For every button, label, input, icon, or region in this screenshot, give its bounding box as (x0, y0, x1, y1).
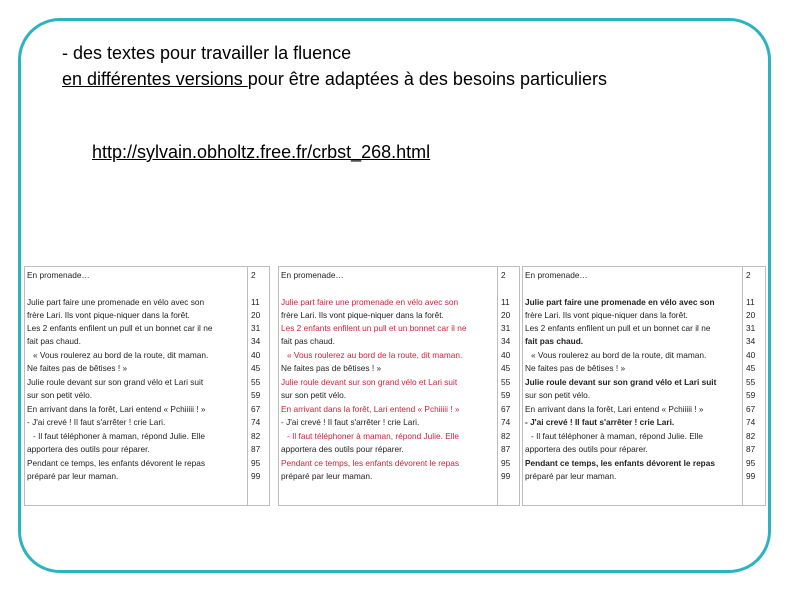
text-line: « Vous roulerez au bord de la route, dit maman. (287, 350, 463, 360)
text-line: En arrivant dans la forêt, Lari entend « Pchiiiii ! » (27, 404, 206, 414)
word-count: 40 (501, 350, 511, 360)
text-line: Julie part faire une promenade en vélo avec son (281, 297, 459, 307)
text-line: Julie roule devant sur son grand vélo et Lari suit (27, 377, 204, 387)
word-count: 67 (746, 404, 756, 414)
text-line: En arrivant dans la forêt, Lari entend « Pchiiiii ! » (525, 404, 704, 414)
word-count: 87 (501, 444, 511, 454)
text-line: fait pas chaud. (27, 336, 81, 346)
text-line: - Il faut téléphoner à maman, répond Julie. Elle (287, 431, 460, 441)
word-count: 11 (746, 297, 755, 307)
text-line: frère Lari. Ils vont pique-niquer dans la forêt. (281, 310, 444, 320)
word-count-column (497, 267, 519, 505)
heading-line-1: - des textes pour travailler la fluence (62, 43, 352, 63)
word-count: 20 (746, 310, 756, 320)
panel-title: En promenade… (525, 270, 588, 280)
word-count: 99 (746, 471, 756, 481)
text-line: Les 2 enfants enfilent un pull et un bonnet car il ne (281, 323, 467, 333)
word-count: 31 (251, 323, 261, 333)
text-line: En arrivant dans la forêt, Lari entend « Pchiiiii ! » (281, 404, 460, 414)
text-line: fait pas chaud. (525, 336, 584, 346)
word-count: 55 (501, 377, 511, 387)
text-panel-bold (522, 266, 766, 506)
word-count-column (742, 267, 765, 505)
word-count: 67 (501, 404, 511, 414)
text-line: « Vous roulerez au bord de la route, dit maman. (531, 350, 707, 360)
word-count: 74 (501, 417, 511, 427)
heading-line-2-underlined: en différentes versions (62, 69, 248, 89)
word-count: 87 (746, 444, 756, 454)
word-count: 34 (746, 336, 756, 346)
heading (62, 40, 607, 92)
word-count: 40 (746, 350, 756, 360)
text-line: - J'ai crevé ! Il faut s'arrêter ! crie Lari. (27, 417, 166, 427)
word-count: 59 (251, 390, 261, 400)
text-line: Julie part faire une promenade en vélo avec son (27, 297, 205, 307)
word-count: 45 (501, 363, 511, 373)
text-line: Pendant ce temps, les enfants dévorent le repas (27, 458, 206, 468)
word-count: 74 (746, 417, 756, 427)
text-column (25, 267, 248, 505)
source-link[interactable]: http://sylvain.obholtz.free.fr/crbst_268.html (92, 142, 431, 162)
text-line: apportera des outils pour réparer. (281, 444, 404, 454)
word-count: 55 (251, 377, 261, 387)
heading-line-2 (62, 66, 607, 92)
word-count: 95 (746, 458, 756, 468)
text-line: sur son petit vélo. (525, 390, 591, 400)
word-count: 67 (251, 404, 261, 414)
text-line: Julie roule devant sur son grand vélo et Lari suit (525, 377, 717, 387)
word-count: 59 (501, 390, 511, 400)
word-count: 20 (251, 310, 261, 320)
text-line: « Vous roulerez au bord de la route, dit maman. (33, 350, 209, 360)
word-count: 99 (251, 471, 261, 481)
text-line: sur son petit vélo. (27, 390, 93, 400)
word-count: 82 (501, 431, 511, 441)
word-count: 74 (251, 417, 261, 427)
word-count: 34 (501, 336, 511, 346)
panel-title-num: 2 (746, 270, 751, 280)
text-line: - Il faut téléphoner à maman, répond Julie. Elle (531, 431, 704, 441)
word-count: 95 (251, 458, 261, 468)
word-count: 95 (501, 458, 511, 468)
word-count: 87 (251, 444, 261, 454)
text-line: frère Lari. Ils vont pique-niquer dans la forêt. (525, 310, 688, 320)
text-panel-colored (278, 266, 520, 506)
panel-title: En promenade… (27, 270, 90, 280)
text-line: Les 2 enfants enfilent un pull et un bonnet car il ne (27, 323, 213, 333)
text-line: - J'ai crevé ! Il faut s'arrêter ! crie Lari. (525, 417, 675, 427)
word-count: 55 (746, 377, 756, 387)
text-line: préparé par leur maman. (525, 471, 617, 481)
word-count: 45 (746, 363, 756, 373)
text-line: sur son petit vélo. (281, 390, 347, 400)
text-line: préparé par leur maman. (27, 471, 119, 481)
word-count: 20 (501, 310, 511, 320)
text-line: apportera des outils pour réparer. (525, 444, 648, 454)
text-column (279, 267, 498, 505)
text-line: préparé par leur maman. (281, 471, 373, 481)
text-line: Les 2 enfants enfilent un pull et un bonnet car il ne (525, 323, 711, 333)
panel-title: En promenade… (281, 270, 344, 280)
text-line: Ne faites pas de bêtises ! » (281, 363, 382, 373)
text-line: - Il faut téléphoner à maman, répond Julie. Elle (33, 431, 206, 441)
word-count: 40 (251, 350, 261, 360)
text-line: Julie part faire une promenade en vélo avec son (525, 297, 715, 307)
word-count: 45 (251, 363, 261, 373)
text-line: Ne faites pas de bêtises ! » (525, 363, 626, 373)
heading-line-2-rest: pour être adaptées à des besoins particuliers (247, 69, 607, 89)
word-count: 99 (501, 471, 511, 481)
text-line: Julie roule devant sur son grand vélo et Lari suit (281, 377, 458, 387)
text-column (523, 267, 743, 505)
panel-title-num: 2 (501, 270, 506, 280)
word-count: 34 (251, 336, 261, 346)
word-count: 31 (746, 323, 756, 333)
text-line: apportera des outils pour réparer. (27, 444, 150, 454)
word-count: 82 (251, 431, 261, 441)
text-line: Ne faites pas de bêtises ! » (27, 363, 128, 373)
text-line: Pendant ce temps, les enfants dévorent le repas (281, 458, 460, 468)
word-count: 31 (501, 323, 511, 333)
word-count: 11 (251, 297, 260, 307)
text-line: frère Lari. Ils vont pique-niquer dans la forêt. (27, 310, 190, 320)
word-count-column (247, 267, 269, 505)
word-count: 59 (746, 390, 756, 400)
panel-title-num: 2 (251, 270, 256, 280)
text-line: fait pas chaud. (281, 336, 335, 346)
word-count: 11 (501, 297, 510, 307)
word-count: 82 (746, 431, 756, 441)
text-panel-plain (24, 266, 270, 506)
text-line: Pendant ce temps, les enfants dévorent le repas (525, 458, 715, 468)
text-line: - J'ai crevé ! Il faut s'arrêter ! crie Lari. (281, 417, 420, 427)
